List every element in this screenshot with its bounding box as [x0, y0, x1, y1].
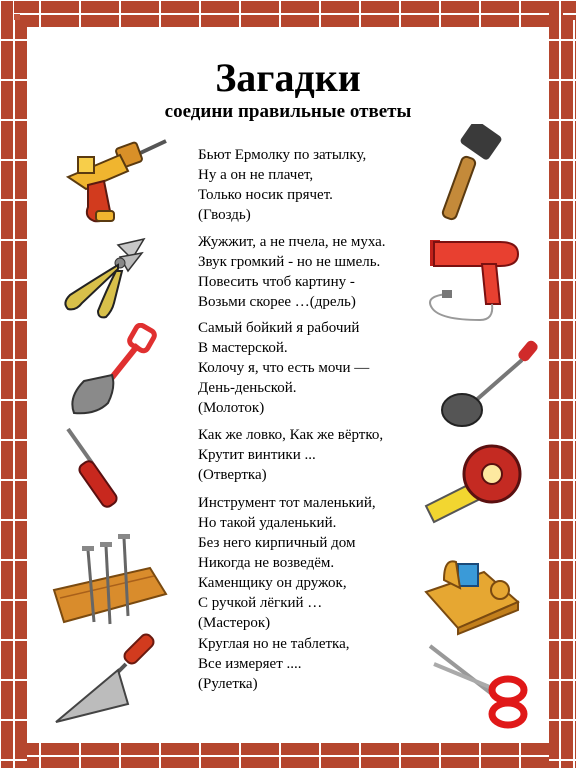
riddle-line: Крутит винтики ... [198, 447, 316, 463]
riddle-line: Никогда не возведём. [198, 555, 335, 571]
riddle-4 [198, 425, 383, 485]
pliers-icon[interactable] [58, 237, 148, 319]
scissors-icon[interactable] [426, 640, 536, 732]
riddle-line: Повесить чтоб картину ‑ [198, 274, 355, 290]
riddle-line: Все измеряет .... [198, 656, 302, 672]
page-subtitle: соедини правильные ответы [164, 101, 412, 122]
riddle-line: Круглая но не таблетка, [198, 636, 350, 652]
hair-dryer-icon[interactable] [420, 236, 524, 332]
riddle-line: В мастерской. [198, 340, 288, 356]
riddle-5 [198, 493, 376, 633]
riddle-3 [198, 318, 369, 418]
riddle-line: Самый бойкий я рабочий [198, 320, 360, 336]
nails-board-icon[interactable] [50, 532, 168, 628]
riddle-line: Но такой удаленький. [198, 515, 337, 531]
riddle-6 [198, 634, 350, 694]
riddle-2 [198, 232, 386, 312]
riddle-line: Только носик прячет. [198, 187, 333, 203]
riddle-line: Каменщику он дружок, [198, 575, 347, 591]
riddle-answer: (Молоток) [198, 400, 265, 416]
riddle-line: Звук громкий ‑ но не шмель. [198, 254, 381, 270]
riddle-answer: (Мастерок) [198, 615, 271, 631]
riddle-answer: (Гвоздь) [198, 207, 251, 223]
riddle-line: День‑деньской. [198, 380, 297, 396]
riddle-line: Как же ловко, Как же вёртко, [198, 427, 384, 443]
riddle-answer: (Рулетка) [198, 676, 258, 692]
riddle-line: Ну а он не плачет, [198, 167, 314, 183]
riddle-line: С ручкой лёгкий … [198, 595, 323, 611]
page-title: Загадки [215, 55, 361, 100]
riddle-line: Колочу я, что есть мочи — [198, 360, 370, 376]
riddle-line: Инструмент тот маленький, [198, 495, 376, 511]
riddle-1 [198, 145, 366, 225]
trowel-icon[interactable] [52, 630, 160, 726]
screwdriver-icon[interactable] [62, 425, 138, 513]
riddle-answer: Возьми скорее …(дрель) [198, 294, 356, 310]
riddle-line: Жужжит, а не пчела, не муха. [198, 234, 386, 250]
tape-measure-icon[interactable] [422, 440, 522, 524]
wood-plane-icon[interactable] [422, 544, 522, 636]
hammer-icon[interactable] [432, 124, 518, 222]
riddle-answer: (Отвертка) [198, 467, 267, 483]
ladle-icon[interactable] [440, 338, 540, 430]
riddle-line: Бьют Ермолку по затылку, [198, 147, 367, 163]
shovel-icon[interactable] [66, 323, 160, 415]
riddle-line: Без него кирпичный дом [198, 535, 356, 551]
drill-icon[interactable] [58, 127, 170, 227]
